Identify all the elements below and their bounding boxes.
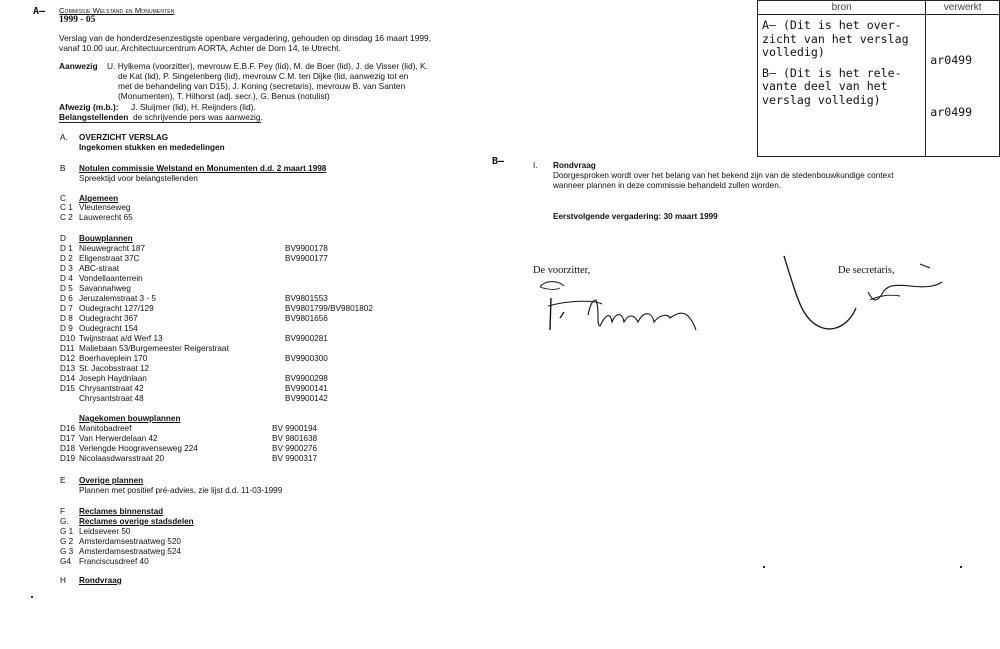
item-text: Verlengde Hoogravenseweg 224 [79,444,198,453]
item-number: D 9 [60,324,73,333]
item-text: Maliebaan 53/Burgemeester Reigerstraat [79,344,229,353]
scan-dot [960,566,962,568]
item-number: D14 [60,374,76,383]
item-text: Savannahweg [79,284,131,293]
source-cell [758,15,926,157]
present-line-3: met de behandeling van D15), J. Koning (secretaris), mevrouw B. van Santen [118,81,406,91]
source-line: A— (Dit is het over- [762,18,902,32]
item-text: Amsterdamsestraatweg 520 [79,537,181,546]
item-number: G 2 [60,537,74,546]
secretary-signature [780,252,950,342]
item-text: Nicolaasdwarsstraat 20 [79,454,165,463]
source-line: zicht van het verslag [762,31,909,46]
archive-code: ar0499 [930,105,973,119]
scan-dot [763,566,765,568]
item-text: Twijnstraat a/d Werf 13 [79,334,163,343]
present-line-4: (Monumenten), T. Hilhorst (adj. secr.), G. Benus (notulist) [118,91,330,101]
source-line: vante deel van het [762,79,888,94]
item-text: Leidseveer 50 [79,527,131,536]
secretary-label: De secretaris, [838,265,895,276]
item-number: D 7 [60,304,73,313]
margin-mark-b: B— [492,156,505,167]
absent-text: J. Sluijmer (lid), H. Reijnders (lid). [131,102,256,112]
item-text: Vleutenseweg [79,203,131,212]
item-number: G4 [60,557,71,566]
section-i-line-2: wanneer plannen in deze commissie behandeld zullen worden. [553,181,782,190]
section-a-subtitle: Ingekomen stukken en mededelingen [79,143,225,152]
section-a-title: OVERZICHT VERSLAG [79,133,169,142]
item-text: Vondellaanterrein [79,274,143,283]
section-i-line-1: Doorgesproken wordt over het belang van het bekend zijn van de stedenbouwkundige context [553,171,894,180]
item-text: ABC-straat [79,264,120,273]
section-d-letter: D [60,234,66,243]
section-f-letter: F [60,507,66,516]
present-line-2: de Kat (lid), P. Singelenberg (lid), mevrouw C.M. ten Dijke (lid, aanwezig tot en [118,71,409,81]
report-number: 1999 - 05 [59,15,96,25]
section-h-title: Rondvraag [79,576,122,585]
item-text: Joseph Haydnlaan [79,374,147,383]
item-number: D18 [60,444,76,453]
next-meeting: Eerstvolgende vergadering: 30 maart 1999 [553,212,718,221]
item-number: D19 [60,454,76,463]
item-number: D13 [60,364,76,373]
section-c-title: Algemeen [79,194,119,203]
section-g-letter: G. [60,517,69,526]
absent-label: Afwezig (m.b.): [59,102,119,112]
item-text: Manitobadreef [79,424,132,433]
item-number: D 5 [60,284,73,293]
section-b-title: Notulen commissie Welstand en Monumenten d.d. 2 maart 1998 [79,164,327,173]
item-code: BV9900177 [285,254,328,263]
item-text: Lauwerecht 65 [79,213,133,222]
section-b-sub: Spreektijd voor belangstellenden [79,174,198,183]
item-text: Franciscusdreef 40 [79,557,149,566]
section-e-text: Plannen met positief pré-advies, zie lijst d.d. 11-03-1999 [79,486,283,495]
item-number: D 6 [60,294,73,303]
column-header-processed: verwerkt [926,1,1000,15]
item-number: D17 [60,434,76,443]
section-e-letter: E [60,476,66,485]
section-i-letter: I. [533,161,538,170]
item-code: BV9900142 [285,394,328,403]
item-text: Oudegracht 154 [79,324,138,333]
item-code: BV 9900317 [272,454,318,463]
section-f-title: Reclames binnenstad [79,507,164,516]
source-line: volledig) [762,45,825,60]
item-code: BV9801553 [285,294,328,303]
item-code: BV 9801638 [272,434,318,443]
item-code: BV9900178 [285,244,328,253]
item-code: BV 9900194 [272,424,318,433]
source-line: B— (Dit is het rele- [762,65,902,80]
present-label: Aanwezig [59,61,98,71]
processed-cell [926,15,1000,157]
item-number: D 1 [60,244,73,253]
item-code: BV9900281 [285,334,328,343]
column-header-source: bron [758,1,926,15]
item-text: Chrysantstraat 42 [79,384,144,393]
item-text: Eligenstraat 37C [79,254,140,263]
item-number: D12 [60,354,76,363]
header-divider [59,122,261,123]
intro-line-2: vanaf 10.00 uur, Architectuurcentrum AORTA, Achter de Dom 14, te Utrecht. [59,43,341,53]
reference-table [757,0,1000,157]
item-number: D11 [60,344,75,353]
section-b-letter: B [60,164,66,173]
item-text: Oudegracht 367 [79,314,138,323]
item-code: BV 9900276 [272,444,318,453]
section-e-title: Overige plannen [79,476,144,485]
item-text: Oudegracht 127/129 [79,304,154,313]
item-number: D16 [60,424,76,433]
item-text: Boerhaveplein 170 [79,354,148,363]
item-text: St. Jacobsstraat 12 [79,364,150,373]
present-line-1: U. Hylkema (voorzitter), mevrouw E.B.F. Pey (lid), M. de Boer (lid), J. de Visser (lid), K. [107,61,428,71]
archive-code: ar0499 [930,53,973,67]
section-late-title: Nagekomen bouwplannen [79,414,181,423]
section-d-title: Bouwplannen [79,234,133,243]
item-text: Chrysantstraat 48 [79,394,144,403]
item-number: D 8 [60,314,73,323]
section-a-letter: A. [60,133,68,142]
item-code: BV9900141 [285,384,328,393]
item-number: G 3 [60,547,74,556]
item-number: D 3 [60,264,73,273]
item-number: D15 [60,384,76,393]
interested-text: de schrijvende pers was aanwezig. [133,112,263,122]
item-text: Jeruzalemstraat 3 - 5 [79,294,156,303]
item-number: C 1 [60,203,73,212]
item-number: G 1 [60,527,74,536]
item-code: BV9900298 [285,374,328,383]
commission-name: Commissie Welstand en Monumenten [59,6,175,15]
intro-line-1: Verslag van de honderdzesenzestigste openbare vergadering, gehouden op dinsdag 16 maart 1999, [59,33,432,43]
item-number: D10 [60,334,76,343]
item-text: Nieuwegracht 187 [79,244,145,253]
section-i-title: Rondvraag [553,161,596,170]
interested-label: Belangstellenden [59,112,129,122]
item-text: Van Herwerdelaan 42 [79,434,158,443]
item-number: C 2 [60,213,73,222]
scan-dot [31,596,33,598]
item-code: BV9801799/BV9801802 [285,304,373,313]
source-line: verslag volledig) [762,92,881,107]
item-code: BV9900300 [285,354,328,363]
section-c-letter: C [60,194,66,203]
item-number: D 2 [60,254,73,263]
chair-signature [530,270,710,340]
section-g-title: Reclames overige stadsdelen [79,517,194,526]
item-number: D 4 [60,274,73,283]
item-code: BV9801656 [285,314,328,323]
section-h-letter: H [60,576,66,585]
item-text: Amsterdamsestraatweg 524 [79,547,181,556]
margin-mark-a: A— [33,6,46,17]
chair-label: De voorzitter, [533,265,591,276]
